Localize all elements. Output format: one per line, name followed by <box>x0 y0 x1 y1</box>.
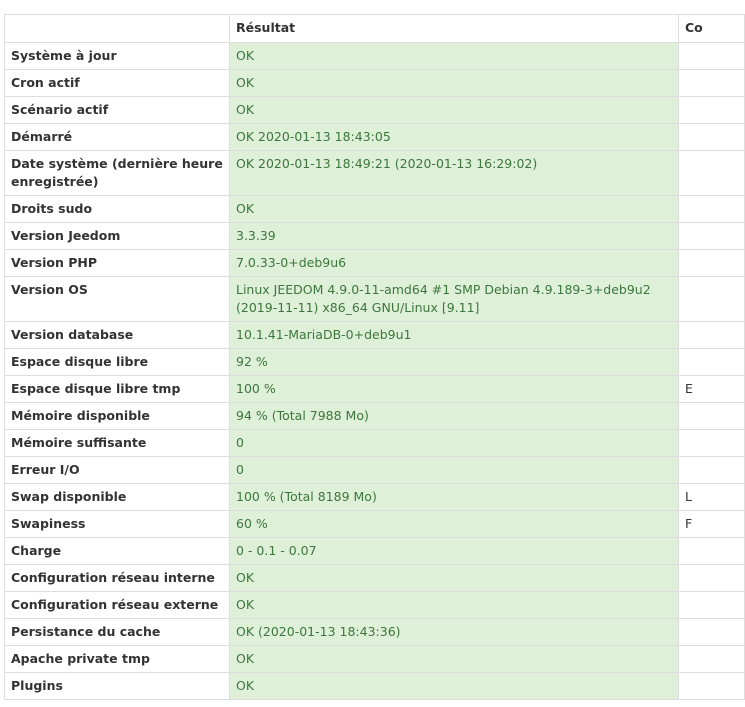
check-name: Configuration réseau externe <box>5 592 230 619</box>
check-extra <box>679 646 745 673</box>
check-name: Version PHP <box>5 250 230 277</box>
table-row <box>5 250 745 277</box>
check-result: 10.1.41-MariaDB-0+deb9u1 <box>230 322 679 349</box>
header-extra: Co <box>679 15 745 43</box>
check-name: Démarré <box>5 124 230 151</box>
check-extra <box>679 151 745 196</box>
check-result: 100 % (Total 8189 Mo) <box>230 484 679 511</box>
table-row <box>5 70 745 97</box>
check-name: Cron actif <box>5 70 230 97</box>
check-extra <box>679 97 745 124</box>
check-result: 100 % <box>230 376 679 403</box>
check-result: OK <box>230 196 679 223</box>
check-result: OK <box>230 646 679 673</box>
table-row <box>5 196 745 223</box>
table-row <box>5 97 745 124</box>
check-result: OK (2020-01-13 18:43:36) <box>230 619 679 646</box>
check-name: Plugins <box>5 673 230 700</box>
check-extra: E <box>679 376 745 403</box>
check-result: OK <box>230 43 679 70</box>
check-result: 92 % <box>230 349 679 376</box>
check-name: Droits sudo <box>5 196 230 223</box>
check-result: OK <box>230 97 679 124</box>
table-row <box>5 151 745 196</box>
check-extra <box>679 43 745 70</box>
check-extra <box>679 592 745 619</box>
check-result: 0 <box>230 430 679 457</box>
table-row <box>5 43 745 70</box>
check-name: Erreur I/O <box>5 457 230 484</box>
header-name <box>5 15 230 43</box>
check-extra: F <box>679 511 745 538</box>
check-result: OK <box>230 565 679 592</box>
check-extra <box>679 673 745 700</box>
check-name: Mémoire disponible <box>5 403 230 430</box>
table-row <box>5 376 745 403</box>
check-name: Espace disque libre tmp <box>5 376 230 403</box>
table-row <box>5 484 745 511</box>
check-extra <box>679 565 745 592</box>
check-result: 3.3.39 <box>230 223 679 250</box>
check-name: Apache private tmp <box>5 646 230 673</box>
check-name: Version database <box>5 322 230 349</box>
check-extra <box>679 196 745 223</box>
check-name: Mémoire suffisante <box>5 430 230 457</box>
table-row <box>5 646 745 673</box>
check-name: Date système (dernière heure enregistrée) <box>5 151 230 196</box>
check-extra <box>679 70 745 97</box>
table-row <box>5 619 745 646</box>
check-extra <box>679 124 745 151</box>
table-header-row <box>5 15 745 43</box>
check-name: Configuration réseau interne <box>5 565 230 592</box>
table-row <box>5 430 745 457</box>
check-extra <box>679 457 745 484</box>
table-row <box>5 403 745 430</box>
check-result: 7.0.33-0+deb9u6 <box>230 250 679 277</box>
table-row <box>5 223 745 250</box>
check-extra <box>679 538 745 565</box>
check-name: Swapiness <box>5 511 230 538</box>
check-extra <box>679 322 745 349</box>
check-extra: L <box>679 484 745 511</box>
table-row <box>5 124 745 151</box>
check-result: 94 % (Total 7988 Mo) <box>230 403 679 430</box>
check-result: 60 % <box>230 511 679 538</box>
header-result: Résultat <box>230 15 679 43</box>
check-extra <box>679 349 745 376</box>
check-result: Linux JEEDOM 4.9.0-11-amd64 #1 SMP Debian 4.9.189-3+deb9u2 (2019-11-11) x86_64 GNU/Linux [9.11] <box>230 277 679 322</box>
table-row <box>5 538 745 565</box>
table-row <box>5 457 745 484</box>
check-extra <box>679 223 745 250</box>
check-result: OK 2020-01-13 18:43:05 <box>230 124 679 151</box>
check-result: OK 2020-01-13 18:49:21 (2020-01-13 16:29:02) <box>230 151 679 196</box>
table-row <box>5 322 745 349</box>
table-row <box>5 511 745 538</box>
check-result: 0 - 0.1 - 0.07 <box>230 538 679 565</box>
check-extra <box>679 277 745 322</box>
check-name: Système à jour <box>5 43 230 70</box>
check-result: OK <box>230 673 679 700</box>
check-name: Version OS <box>5 277 230 322</box>
table-row <box>5 673 745 700</box>
check-result: OK <box>230 592 679 619</box>
check-extra <box>679 619 745 646</box>
check-extra <box>679 403 745 430</box>
table-row <box>5 277 745 322</box>
check-name: Scénario actif <box>5 97 230 124</box>
check-result: OK <box>230 70 679 97</box>
health-table-body <box>5 43 745 700</box>
check-extra <box>679 250 745 277</box>
table-row <box>5 349 745 376</box>
check-result: 0 <box>230 457 679 484</box>
check-extra <box>679 430 745 457</box>
check-name: Version Jeedom <box>5 223 230 250</box>
table-row <box>5 565 745 592</box>
health-table <box>4 14 745 700</box>
check-name: Persistance du cache <box>5 619 230 646</box>
check-name: Espace disque libre <box>5 349 230 376</box>
check-name: Charge <box>5 538 230 565</box>
check-name: Swap disponible <box>5 484 230 511</box>
table-row <box>5 592 745 619</box>
